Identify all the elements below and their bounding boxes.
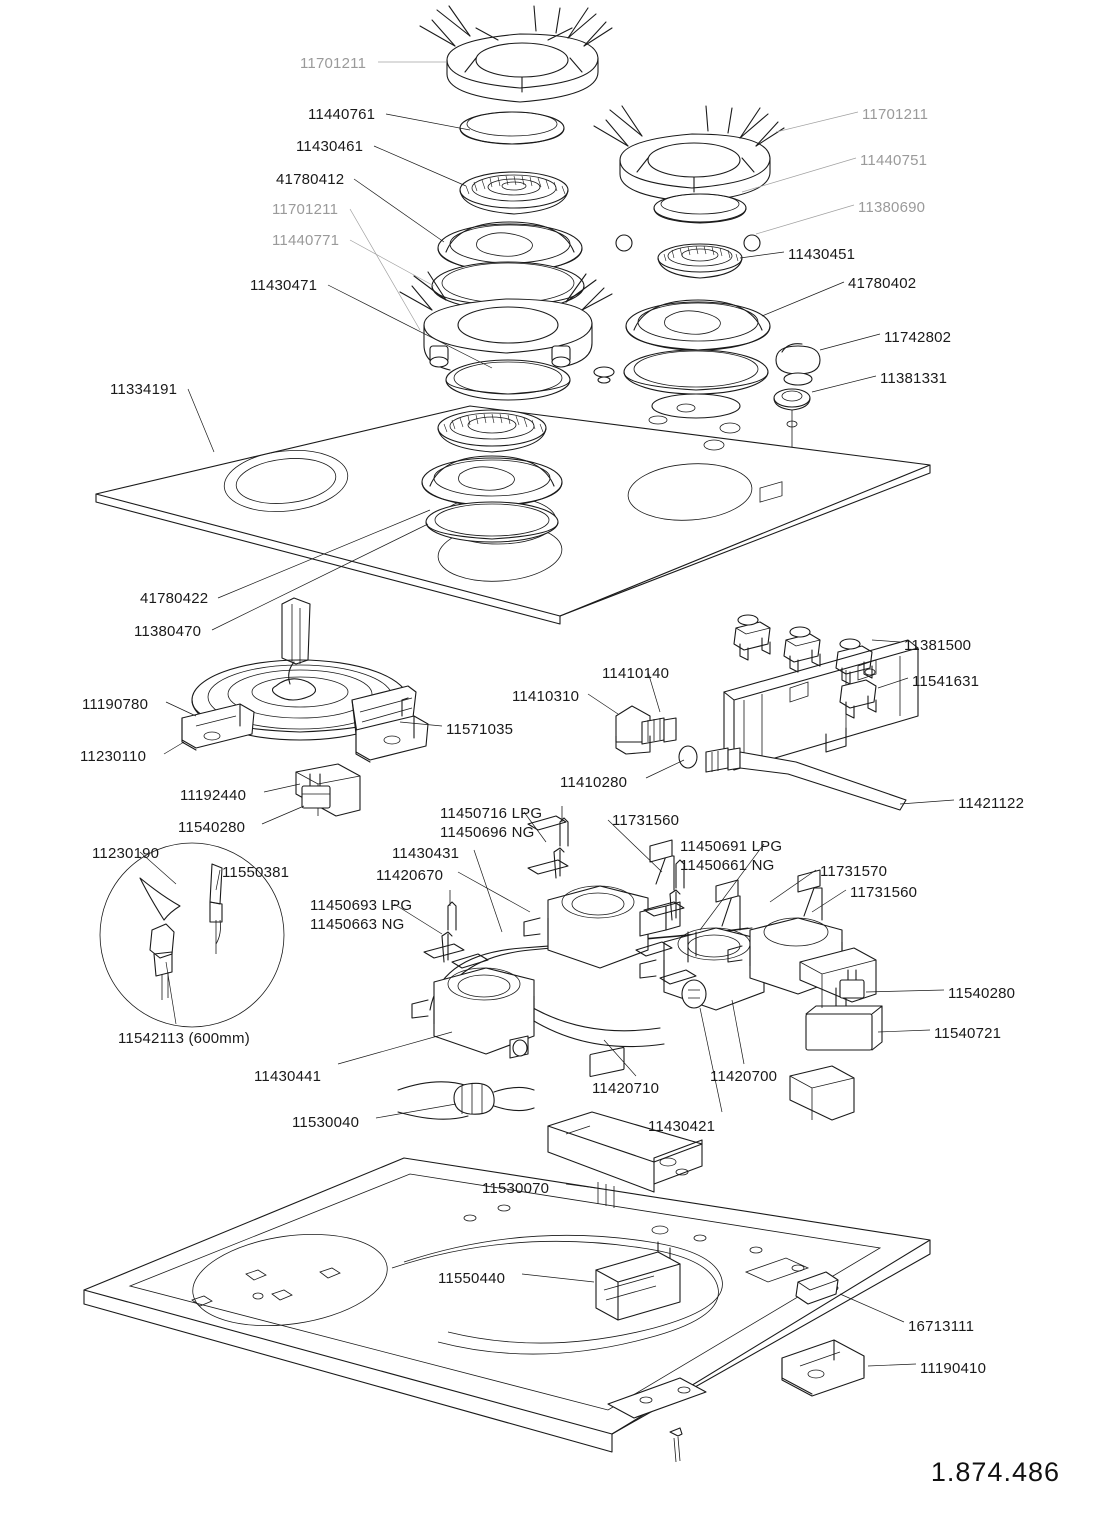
part-number-label: 11380690 (858, 199, 926, 216)
part-number-label: 11701211 (862, 106, 929, 123)
part-number-label: 11450693 LPG (310, 897, 413, 914)
burner-cap-medium-right (654, 194, 746, 223)
part-number-label: 11421122 (958, 795, 1025, 812)
part-number-label: 11190410 (920, 1360, 987, 1377)
part-number-label: 11410280 (560, 774, 628, 791)
burner-base-right (626, 300, 770, 350)
drawing-number: 1.874.486 (930, 1457, 1060, 1487)
part-number-label: 11410140 (602, 665, 670, 682)
part-number-label: 11571035 (446, 721, 514, 738)
part-number-label: 11440761 (308, 106, 376, 123)
burner-cap-large-left (460, 112, 564, 144)
part-number-label: 11381331 (880, 370, 948, 387)
part-number-label: 11440771 (272, 232, 340, 249)
part-number-label: 11731570 (820, 863, 888, 880)
part-number-label: 41780402 (848, 275, 917, 292)
part-number-label: 11430451 (788, 246, 856, 263)
part-number-label: 11430421 (648, 1118, 716, 1135)
part-number-label: 11430441 (254, 1068, 322, 1085)
part-number-label: 11550381 (222, 864, 290, 881)
part-number-label: 11530070 (482, 1180, 550, 1197)
part-number-label: 11742802 (884, 329, 952, 346)
part-number-label: 11450716 LPG (440, 805, 543, 822)
part-number-label: 11731560 (850, 884, 918, 901)
part-number-label: 11540280 (178, 819, 246, 836)
part-number-label: 11410310 (512, 688, 580, 705)
part-number-label: 11542113 (600mm) (118, 1030, 250, 1047)
part-number-label: 41780412 (276, 171, 345, 188)
part-number-label: 11540721 (934, 1025, 1002, 1042)
burner-head-large (460, 172, 568, 214)
part-number-label: 11420710 (592, 1080, 660, 1097)
gasket-ring-left (446, 360, 570, 400)
pan-support-right (594, 106, 784, 202)
part-number-label: 11541631 (912, 673, 980, 690)
part-number-label: 11334191 (110, 381, 178, 398)
part-number-label: 11530040 (292, 1114, 360, 1131)
part-number-label: 11381500 (904, 637, 972, 654)
part-number-label: 11430431 (392, 845, 460, 862)
part-number-label: 11701211 (300, 55, 367, 72)
part-number-label: 11430461 (296, 138, 364, 155)
part-number-label: 11701211 (272, 201, 339, 218)
base-pan (84, 1158, 930, 1452)
valve-left (412, 890, 534, 1058)
valve-manifold-group (412, 806, 882, 1120)
ring-right-lower (624, 350, 768, 394)
part-number-label: 11420670 (376, 867, 444, 884)
part-number-label: 11230110 (80, 748, 147, 765)
part-number-label: 11450663 NG (310, 916, 405, 933)
pan-support-left (420, 6, 612, 102)
part-number-label: 11380470 (134, 623, 202, 640)
power-cord (398, 1082, 534, 1119)
burner-head-medium (658, 244, 742, 278)
part-number-label: 11190780 (82, 696, 149, 713)
part-number-label: 41780422 (140, 590, 209, 607)
part-number-label: 11731560 (612, 812, 680, 829)
part-number-label: 16713111 (908, 1318, 975, 1335)
bracket-switch-assembly (296, 764, 360, 816)
part-number-label: 11450696 NG (440, 824, 535, 841)
part-number-label: 11192440 (180, 787, 247, 804)
control-knob (774, 344, 820, 450)
part-number-label: 11440751 (860, 152, 928, 169)
part-number-label: 11420700 (710, 1068, 778, 1085)
ring-41780422 (426, 502, 558, 542)
part-number-label: 11450691 LPG (680, 838, 783, 855)
part-number-label: 11550440 (438, 1270, 506, 1287)
part-number-label: 11450661 NG (680, 857, 775, 874)
part-number-label: 11430471 (250, 277, 318, 294)
part-number-label: 11230190 (92, 845, 160, 862)
part-number-label: 11540280 (948, 985, 1016, 1002)
